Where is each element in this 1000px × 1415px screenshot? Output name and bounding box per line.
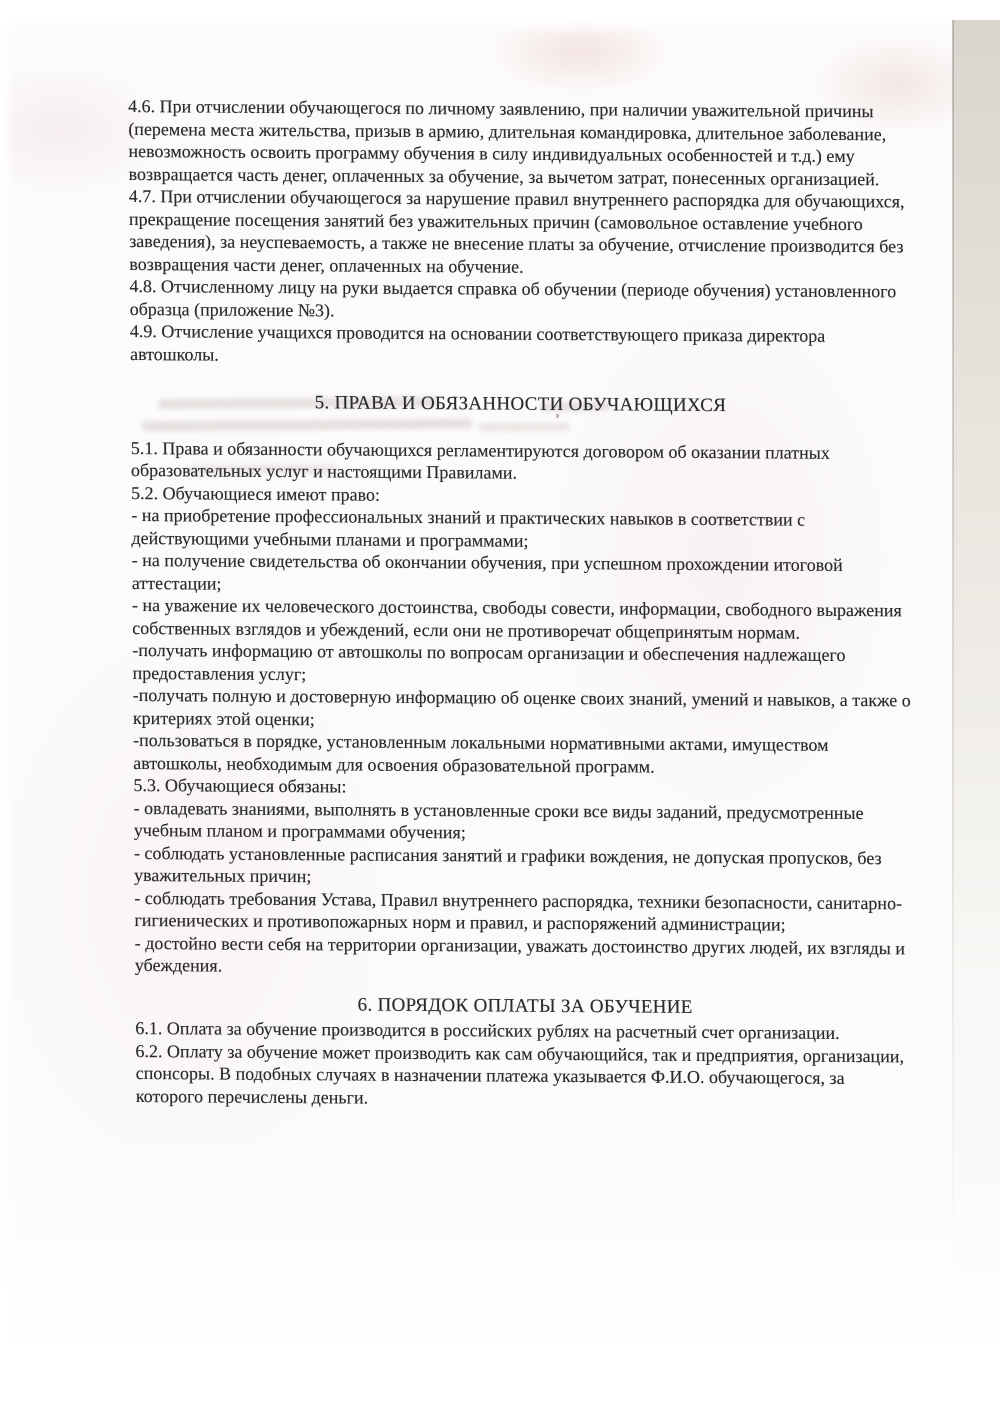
paragraph-4-6: 4.6. При отчислении обучающегося по личному заявлению, при наличии уважительной причины (перемена места жительства, призыв в армию, длительная командировка, длительное заболевание, невозможность освоить программу обучения в силу индивидуальных особенностей и т.д.) ему возвращается часть денег, оплаченных за обучение, за вычетом затрат, понесенных организацией. <box>128 95 887 189</box>
paragraph-5-2: 5.2. Обучающиеся имеют право: <box>131 482 380 505</box>
list-item-right-6: -пользоваться в порядке, установленным локальными нормативными актами, имуществом автошколы, необходимым для освоения образовательной программ. <box>132 729 829 777</box>
paragraph-4-9: 4.9. Отчисление учащихся проводится на основании соответствующего приказа директора автошколы. <box>129 320 826 365</box>
paragraph-4-8: 4.8. Отчисленному лицу на руки выдается справка об обучении (периоде обучения) установленного образца (приложение №3). <box>129 275 897 320</box>
scan-edge-shadow <box>953 20 1000 1300</box>
paragraph-5-1: 5.1. Права и обязанности обучающихся регламентируются договором об оказании платных образовательных услуг и настоящими Правилами. <box>130 437 830 483</box>
list-item-duty-1: - овладевать знаниями, выполнять в установленные сроки все виды заданий, предусмотренные учебным планом и программами обучения; <box>133 797 864 843</box>
section-5-heading: 5. ПРАВА И ОБЯЗАННОСТИ ОБУЧАЮЩИХСЯ <box>314 392 727 417</box>
list-item-right-2: - на получение свидетельства об окончании обучения, при успешном прохождении итоговой аттестации; <box>131 549 843 594</box>
paragraph-6-2: 6.2. Оплату за обучение может производить как сам обучающийся, так и предприятия, организации, спонсоры. В подобных случаях в назначении платежа указывается Ф.И.О. обучающегося, за которого перечислены деньги. <box>135 1040 904 1108</box>
list-item-duty-4: - достойно вести себя на территории организации, уважать достоинство других людей, их взгляды и убеждения. <box>134 932 906 976</box>
paragraph-5-3: 5.3. Обучающиеся обязаны: <box>133 774 347 797</box>
list-item-duty-2: - соблюдать установленные расписания занятий и графики вождения, не допуская пропусков, без уважительных причин; <box>133 842 882 887</box>
list-item-right-3: - на уважение их человеческого достоинства, свободы совести, информации, свободного выражения собственных взглядов и убеждений, если они не противоречат общепринятым нормам. <box>131 594 902 643</box>
document-text <box>128 95 916 1112</box>
list-item-right-5: -получать полную и достоверную информацию об оценке своих знаний, умений и навыков, а также о критериях этой оценки; <box>132 684 911 729</box>
paragraph-4-7: 4.7. При отчислении обучающегося за нарушение правил внутреннего распорядка для обучающихся, прекращение посещения занятий без уважительных причин (самовольное оставление учебного заведения), за неуспеваемость, а также не внесение платы за обучение, отчисление производится без возвращения части денег, оплаченных на обучение. <box>128 185 905 277</box>
page-edge-line <box>952 20 954 1270</box>
list-item-right-4: -получать информацию от автошколы по вопросам организации и обеспечения надлежащего предоставления услуг; <box>132 639 846 684</box>
paragraph-6-1: 6.1. Оплата за обучение производится в российских рублях на расчетный счет организации. <box>135 1017 840 1043</box>
section-6-heading: 6. ПОРЯДОК ОПЛАТЫ ЗА ОБУЧЕНИЕ <box>357 994 693 1018</box>
list-item-right-1: - на приобретение профессиональных знаний и практических навыков в соответствии с действующими учебными планами и программами; <box>131 504 806 551</box>
list-item-duty-3: - соблюдать требования Устава, Правил внутреннего распорядка, техники безопасности, санитарно-гигиенических и противопожарных норм и правил, и распоряжений администрации; <box>134 887 903 935</box>
